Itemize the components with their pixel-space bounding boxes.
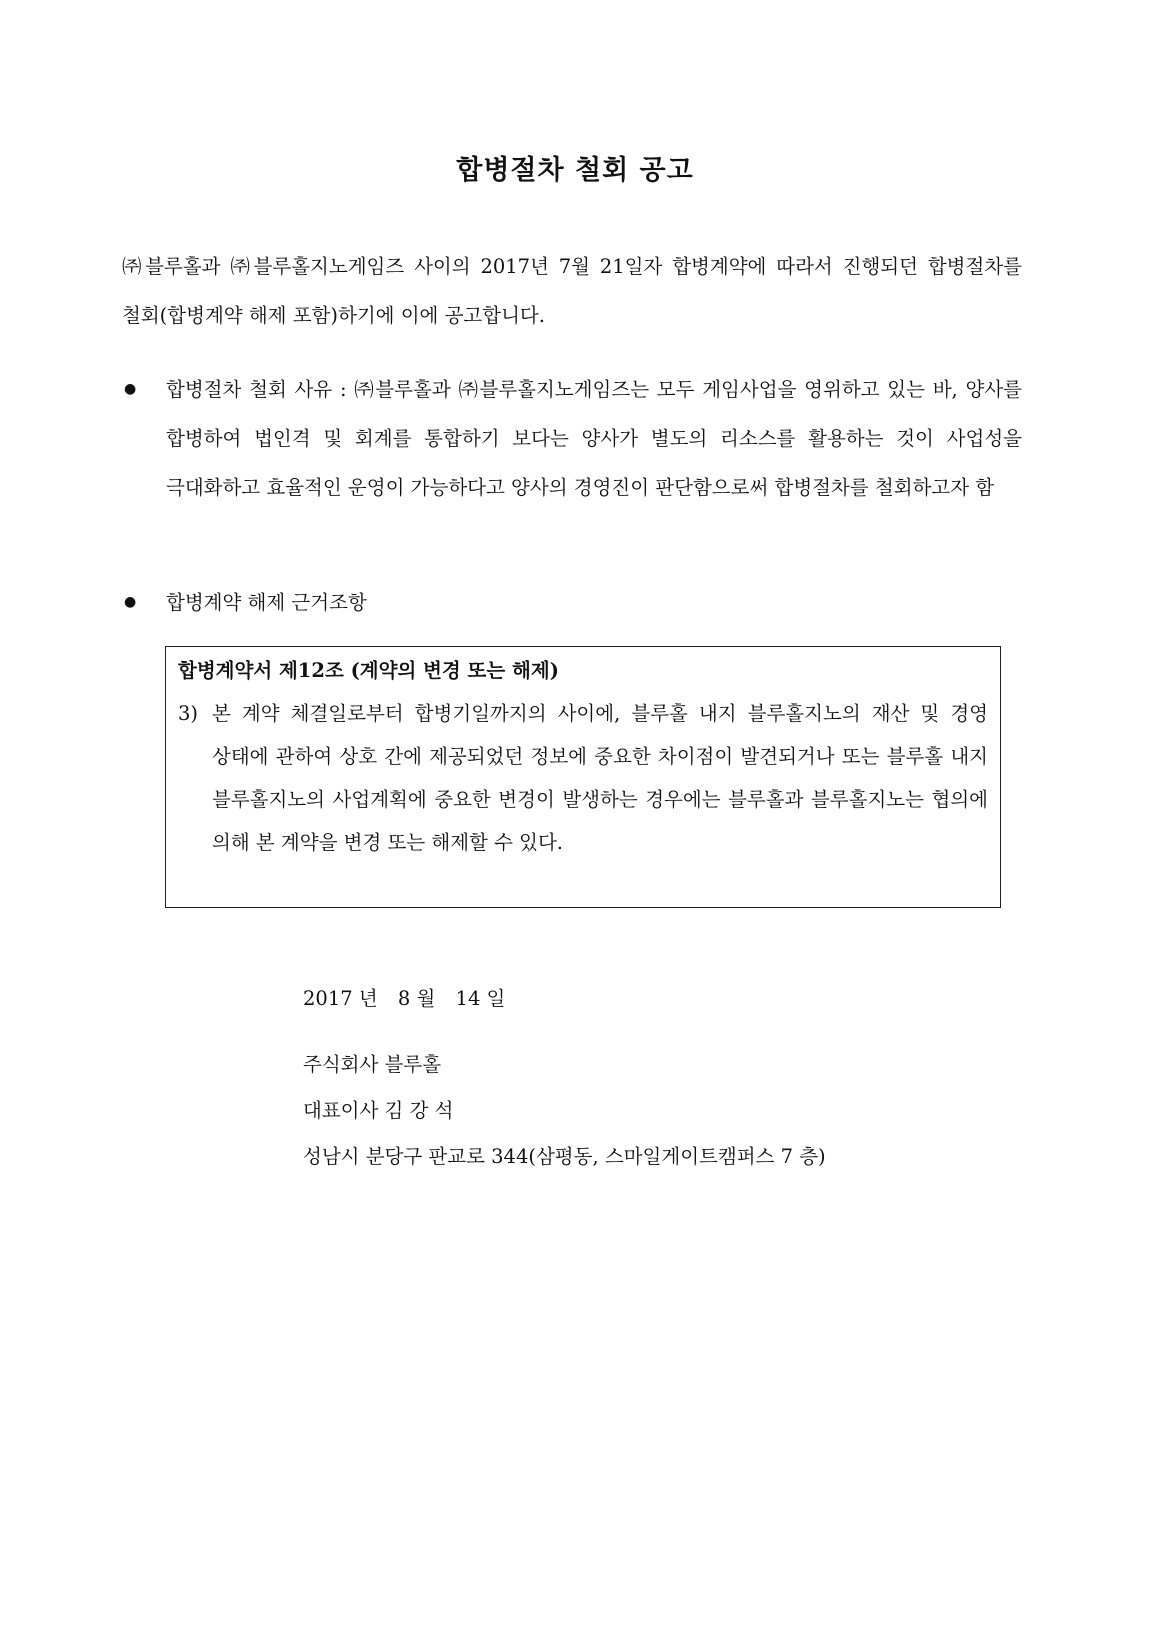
clause-body: 본 계약 체결일로부터 합병기일까지의 사이에, 블루홀 내지 블루홀지노의 재산 및 경영 상태에 관하여 상호 간에 제공되었던 정보에 중요한 차이점이 발견되거나 또는 블루홀 내지 블루홀지노의 사업계획에 중요한 변경이 발생하는 경우에는 블루홀과 블루홀지노는 협의에 의해 본 계약을 변경 또는 해제할 수 있다. [212, 702, 988, 854]
page-title: 합병절차 철회 공고 [456, 155, 694, 186]
contract-clause-box [165, 646, 1001, 908]
bullet-item-legal-basis [122, 578, 1022, 627]
company-address: 성남시 분당구 판교로 344(삼평동, 스마일게이트캠퍼스 7 층) [303, 1145, 826, 1168]
date-day: 14 일 [455, 987, 506, 1010]
announcement-date [303, 976, 826, 1022]
intro-paragraph: ㈜블루홀과 ㈜블루홀지노게임즈 사이의 2017년 7월 21일자 합병계약에 따라서 진행되던 합병절차를 철회(합병계약 해제 포함)하기에 이에 공고합니다. [122, 255, 1022, 327]
bullet-text: 합병절차 철회 사유 : ㈜블루홀과 ㈜블루홀지노게임즈는 모두 게임사업을 영위하고 있는 바, 양사를 합병하여 법인격 및 회계를 통합하기 보다는 양사가 별도의 리소스를 활용하는 것이 사업성을 극대화하고 효율적인 운영이 가능하다고 양사의 경영진이 판단함으로써 합병절차를 철회하고자 함 [166, 378, 1022, 499]
date-year: 2017 년 [303, 987, 378, 1010]
bullet-icon: ● [124, 594, 137, 610]
clause-title: 합병계약서 제12조 (계약의 변경 또는 해제) [178, 659, 559, 682]
bullet-item-withdrawal-reason [122, 365, 1022, 512]
ceo-name: 대표이사 김 강 석 [303, 1099, 454, 1122]
clause-number: 3) [178, 702, 199, 725]
company-name: 주식회사 블루홀 [303, 1053, 442, 1076]
signature-block [303, 976, 826, 1180]
bullet-icon: ● [124, 381, 137, 397]
clause-item [178, 692, 988, 864]
date-month: 8 월 [397, 987, 436, 1010]
bullet-text: 합병계약 해제 근거조항 [166, 591, 367, 614]
